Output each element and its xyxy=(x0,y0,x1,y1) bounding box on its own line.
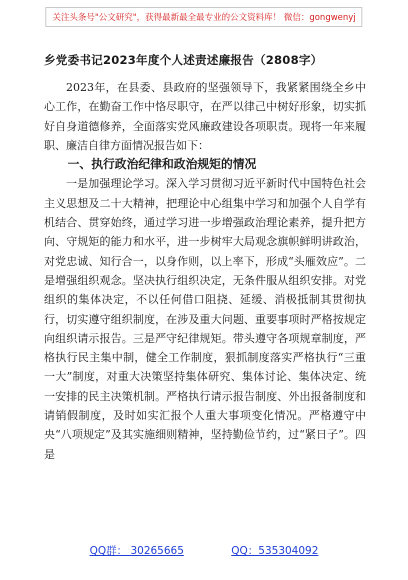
intro-paragraph: 2023年，在县委、县政府的坚强领导下，我紧紧围绕全乡中心工作，在勤奋工作中恪尽职守，在严以律己中树好形象，切实抓好自身道德修养，全面落实党风廉政建设各项职责。现将一年来履职、廉洁自律方面情况报告如下： xyxy=(44,81,366,152)
qq-group-link[interactable]: QQ群： 30265665 xyxy=(89,545,184,557)
footer-contacts xyxy=(0,543,408,558)
section-1-heading: 一、执行政治纪律和政治规矩的情况 xyxy=(67,157,257,172)
qq-contact-link[interactable]: QQ：535304092 xyxy=(231,545,319,557)
promo-banner: 关注头条号"公文研究"，获得最新最全最专业的公文资料库！ 微信：gongwenyj xyxy=(45,7,362,27)
section-1-body: 一是加强理论学习。深入学习贯彻习近平新时代中国特色社会主义思想及二十大精神，把理论中心组集中学习和加强个人自学有机结合、贯穿始终，通过学习进一步增强政治理论素养，提升把方向、守规矩的能力和水平，进一步树牢大局观念旗帜鲜明讲政治，对党忠诚、知行合一，以身作则，以上率下，形成“头雁效应”。二是增强组织观念。坚决执行组织决定，无条件服从组织安排。对党组织的集体决定，不以任何借口阻挠、延缓、消极抵制其贯彻执行，切实遵守组织制度，在涉及重大问题、重要事项时严格按规定向组织请示报告。三是严守纪律规矩。带头遵守各项规章制度，严格执行民主集中制，健全工作制度，狠抓制度落实严格执行“三重一大”制度，对重大决策坚持集体研究、集体讨论、集体决定、统一安排的民主决策机制。严格执行请示报告制度、外出报备制度和请销假制度，及时如实汇报个人重大事项变化情况。严格遵守中央“八项规定”及其实施细则精神，坚持勤俭节约，过“紧日子”。四是 xyxy=(44,177,366,461)
document-title: 乡党委书记2023年度个人述责述廉报告（2808字） xyxy=(44,53,323,67)
document-page xyxy=(44,52,366,464)
